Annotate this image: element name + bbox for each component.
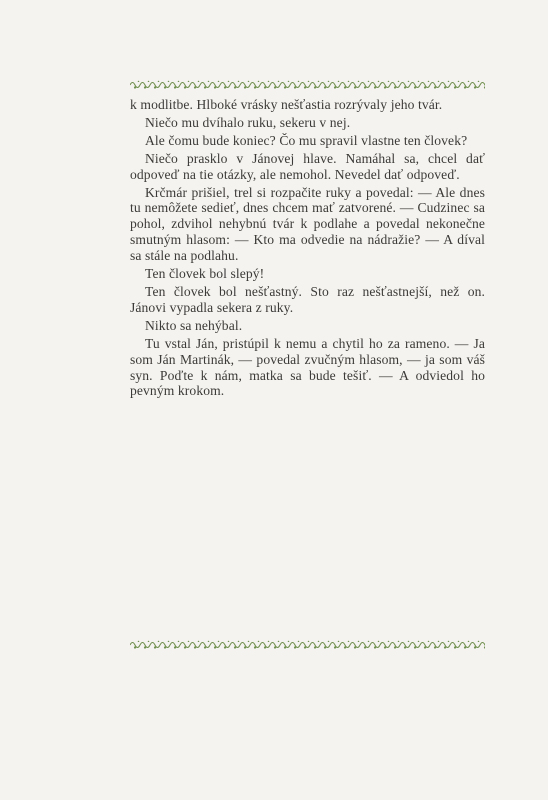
ornament-motif [130,81,140,89]
ornament-motif [230,641,240,649]
ornament-motif [170,641,180,649]
ornament-motif [330,641,340,649]
ornament-motif [350,641,360,649]
ornament-motif [270,81,280,89]
paragraph-1: k modlitbe. Hlboké vrásky nešťastia rozrývaly jeho tvár. [130,97,443,112]
ornament-motif [250,81,260,89]
top-ornament-border [130,80,485,90]
ornament-motif [440,81,450,89]
ornament-motif [200,81,210,89]
ornament-motif [470,81,480,89]
ornament-motif [260,81,270,89]
paragraph-2: Niečo mu dvíhalo ruku, sekeru v nej. [145,114,351,130]
ornament-motif [240,641,250,649]
ornament-motif [210,641,220,649]
ornament-motif [160,641,170,649]
ornament-motif [290,81,300,89]
ornament-motif [450,81,460,89]
top-ornament-graphic [130,80,485,90]
ornament-motif [360,81,370,89]
ornament-motif [240,81,250,89]
ornament-motif [370,641,380,649]
paragraph-8: Nikto sa nehýbal. [145,317,243,333]
ornament-motif [280,81,290,89]
paragraph-5: Krčmár prišiel, trel si rozpačite ruky a povedal: — Ale dnes tu nemôžete sedieť, dnes chcem mať zatvorené. — Cudzinec sa pohol, zdvihol nehybnú tvár k podlahe a povedal nekonečne smutným hlasom: — Kto ma odvedie na nádražie? — A díval sa stále na podlahu. [130,184,485,264]
ornament-motif [420,641,430,649]
ornament-motif [480,641,485,649]
ornament-motif [380,641,390,649]
ornament-motif [310,641,320,649]
ornament-motif [340,641,350,649]
ornament-motif [390,641,400,649]
ornament-motif [170,81,180,89]
ornament-motif [480,81,485,89]
ornament-motif [250,641,260,649]
ornament-motif [190,81,200,89]
ornament-motif [460,81,470,89]
ornament-motif [370,81,380,89]
ornament-motif [410,81,420,89]
ornament-motif [220,641,230,649]
ornament-motif [380,81,390,89]
ornament-motif [310,81,320,89]
paragraph-9: Tu vstal Ján, pristúpil k nemu a chytil ho za rameno. — Ja som Ján Martinák, — povedal zvučným hlasom, — ja som váš syn. Poďte k nám, matka sa bude tešiť. — A odviedol ho pevným krokom. [130,335,485,399]
ornament-motif [140,81,150,89]
ornament-motif [430,641,440,649]
ornament-motif [330,81,340,89]
ornament-motif [350,81,360,89]
bottom-ornament-border [130,640,485,650]
page-text [130,97,485,401]
ornament-motif [300,641,310,649]
ornament-motif [320,81,330,89]
ornament-motif [210,81,220,89]
bottom-ornament-graphic [130,640,485,650]
ornament-motif [340,81,350,89]
ornament-motif [420,81,430,89]
ornament-motif [390,81,400,89]
ornament-motif [180,641,190,649]
ornament-motif [180,81,190,89]
ornament-motif [440,641,450,649]
ornament-motif [430,81,440,89]
ornament-motif [220,81,230,89]
ornament-motif [200,641,210,649]
ornament-motif [470,641,480,649]
paragraph-4: Niečo prasklo v Jánovej hlave. Namáhal sa, chcel dať odpoveď na tie otázky, ale nemohol. Nevedel dať odpoveď. [130,150,485,182]
ornament-motif [140,641,150,649]
ornament-motif [400,81,410,89]
paragraph-6: Ten človek bol slepý! [145,266,265,282]
ornament-motif [410,641,420,649]
ornament-motif [400,641,410,649]
ornament-motif [260,641,270,649]
ornament-motif [360,641,370,649]
ornament-motif [320,641,330,649]
ornament-motif [450,641,460,649]
ornament-motif [230,81,240,89]
ornament-motif [190,641,200,649]
paragraph-7: Ten človek bol nešťastný. Sto raz nešťastnejší, než on. Jánovi vypadla sekera z ruky. [130,283,485,315]
ornament-motif [280,641,290,649]
ornament-motif [150,641,160,649]
ornament-motif [460,641,470,649]
ornament-motif [300,81,310,89]
paragraph-3: Ale čomu bude koniec? Čo mu spravil vlastne ten človek? [145,132,468,148]
ornament-motif [130,641,140,649]
ornament-motif [270,641,280,649]
ornament-motif [290,641,300,649]
ornament-motif [150,81,160,89]
ornament-motif [160,81,170,89]
